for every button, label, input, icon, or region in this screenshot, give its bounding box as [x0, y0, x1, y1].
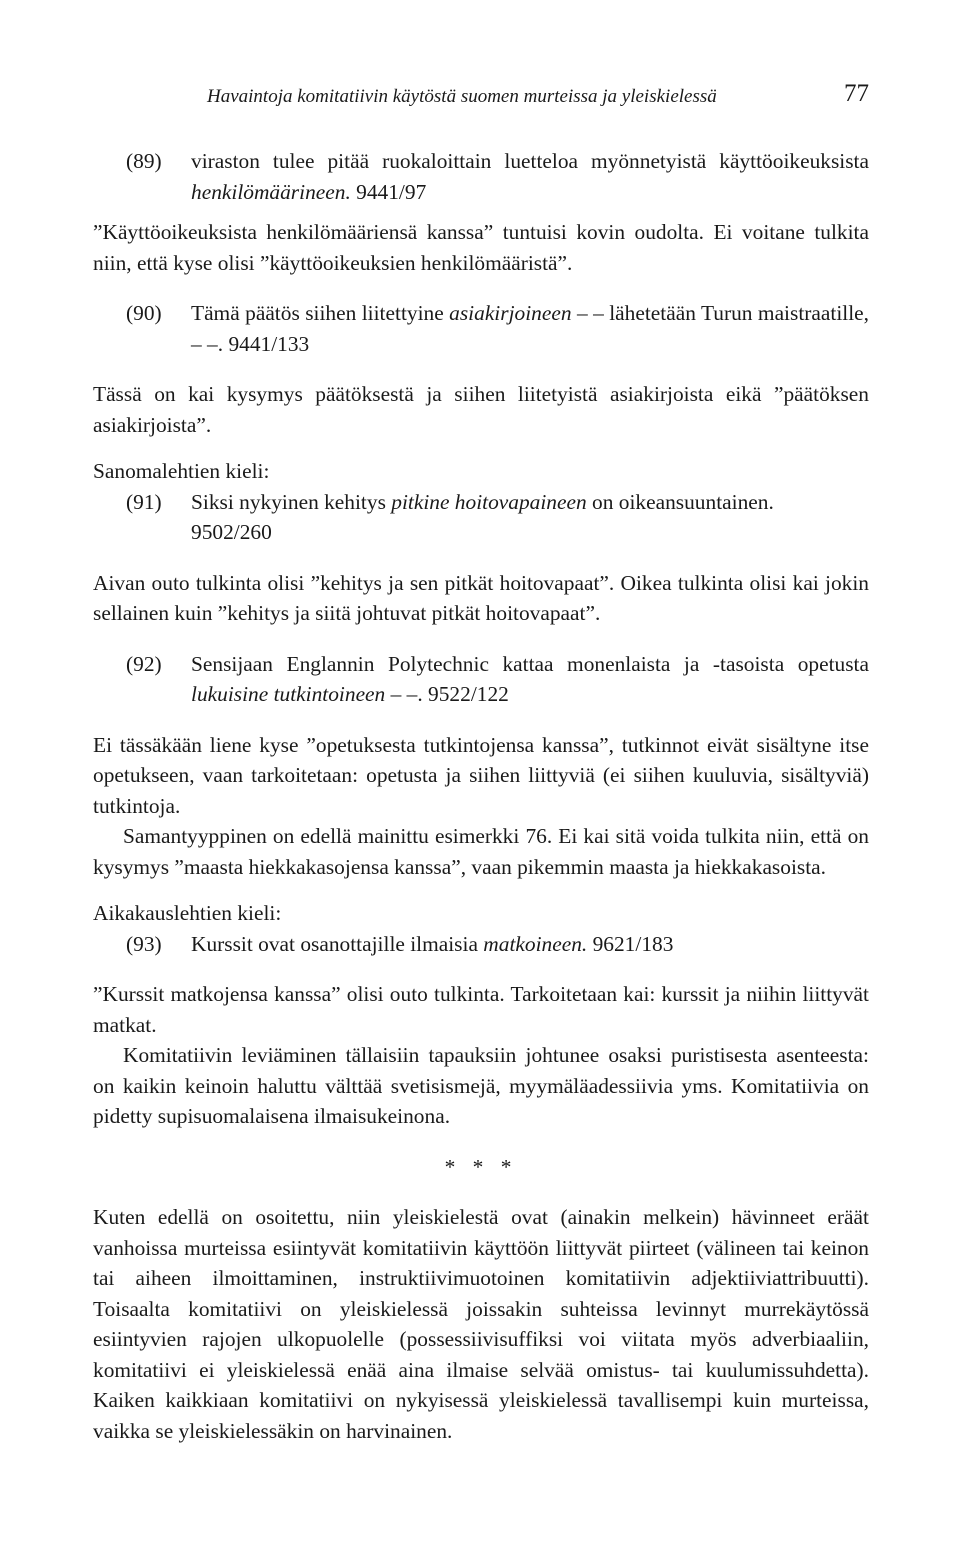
paragraph: Kuten edellä on osoitettu, niin yleiskielestä ovat (ainakin melkein) hävinneet eräät vanhoissa murteissa esiintyvät komitatiivin käyttöön liittyvät piirteet (välineen tai keinon tai aiheen ilmoittaminen, instruktiivimuotoinen komitatiivin adjektiiviattribuutti). Toisaalta komitatiivi on yleiskielessä joissakin suhteissa levinnyt murrekäytössä esiintyvien rajojen ulkopuolelle (possessiivisuffiksi voi viitata myös adverbiaaliin, komitatiivi ei yleiskielessä enää aina ilmaise selvää omistus- tai kuulumissuhdetta). Kaiken kaikkiaan komitatiivi on nykyisessä yleiskielessä tavallisempi kuin murteissa, vaikka se yleiskielessäkin on harvinainen. [93, 1205, 869, 1443]
example-text-part: Tämä päätös siihen liitettyine [191, 301, 450, 325]
example-source: 9441/133 [223, 331, 310, 356]
example-highlight: asiakirjoineen [449, 301, 572, 325]
example-text [191, 146, 869, 207]
example-text-part: – – lähetetään Turun maistraatille, – –. [191, 301, 869, 356]
example-number: (92) [126, 651, 162, 676]
paragraph: Samantyyppinen on edellä mainittu esimerkki 76. Ei kai sitä voida tulkita niin, että on kysymys ”maasta hiekkakasojensa kanssa”, vaan pikemmin maasta ja hiekkakasoista. [93, 824, 869, 879]
example-text-part: on oikeansuuntainen. [586, 489, 774, 514]
example-text [191, 487, 869, 548]
page-header [207, 80, 869, 116]
example-number: (93) [126, 931, 162, 956]
paragraph: Aivan outo tulkinta olisi ”kehitys ja sen pitkät hoitovapaat”. Oikea tulkinta olisi kai jokin sellainen kuin ”kehitys ja siitä johtuvat pitkät hoitovapaat”. [93, 570, 869, 625]
example-source: 9502/260 [191, 520, 272, 544]
example-source: 9522/122 [422, 682, 509, 706]
example-text-part: viraston tulee pitää ruokaloittain luetteloa myönnetyistä käyttöoikeuksista [191, 149, 869, 173]
example-number: (91) [126, 489, 162, 514]
example-highlight: henkilömäärineen. [191, 179, 351, 204]
example-highlight: pitkine hoitovapaineen [391, 489, 587, 514]
example-text [191, 298, 869, 359]
example-text [191, 649, 869, 710]
example-text-part: Kurssit ovat osanottajille ilmaisia [191, 931, 484, 956]
example-text-part: Siksi nykyinen kehitys [191, 489, 392, 514]
example-89 [93, 146, 869, 207]
paragraph: Tässä on kai kysymys päätöksestä ja siihen liitetyistä asiakirjoista eikä ”päätöksen asiakirjoista”. [93, 382, 869, 437]
example-text-part: Sensijaan Englannin Polytechnic kattaa monenlaista ja -tasoista opetusta [191, 651, 869, 676]
paragraph: ”Käyttöoikeuksista henkilömääriensä kanssa” tuntuisi kovin oudolta. Ei voitane tulkita niin, että kyse olisi ”käyttöoikeuksien henkilömääristä”. [93, 220, 869, 275]
example-91 [93, 487, 869, 548]
example-highlight: lukuisine tutkintoineen [191, 682, 386, 706]
section-separator: * * * [444, 1154, 518, 1179]
paragraph: ”Kurssit matkojensa kanssa” olisi outo tulkinta. Tarkoitetaan kai: kurssit ja niihin liittyvät matkat. [93, 982, 869, 1037]
example-93 [93, 929, 869, 960]
section-label: Aikakauslehtien kieli: [93, 901, 282, 925]
paragraph: Ei tässäkään liene kyse ”opetuksesta tutkintojensa kanssa”, tutkinnot eivät sisältyne itse opetukseen, vaan tarkoitetaan: opetusta ja siihen liittyviä (ei siihen kuuluvia, sisältyviä) tutkintoja. [93, 732, 869, 818]
example-source: 9621/183 [587, 931, 674, 956]
example-number: (89) [126, 149, 162, 173]
running-title: Havaintoja komitatiivin käytöstä suomen murteissa ja yleiskielessä [207, 86, 717, 107]
page-number: 77 [844, 80, 869, 107]
section-label: Sanomalehtien kieli: [93, 459, 270, 483]
example-source: 9441/97 [350, 179, 427, 204]
paragraph: Komitatiivin leviäminen tällaisiin tapauksiin johtunee osaksi puristisesta asenteesta: on kaikin keinoin haluttu välttää svetisismejä, myymäläadessiivia yms. Komitatiivia on pidetty supisuomalaisena ilmaisukeinona. [93, 1043, 869, 1128]
example-text [191, 929, 869, 960]
example-highlight: matkoineen. [483, 931, 588, 956]
example-90 [93, 298, 869, 359]
example-92 [93, 649, 869, 710]
example-text-part: – –. [385, 682, 423, 706]
example-number: (90) [126, 301, 162, 325]
body-text [93, 146, 869, 1446]
